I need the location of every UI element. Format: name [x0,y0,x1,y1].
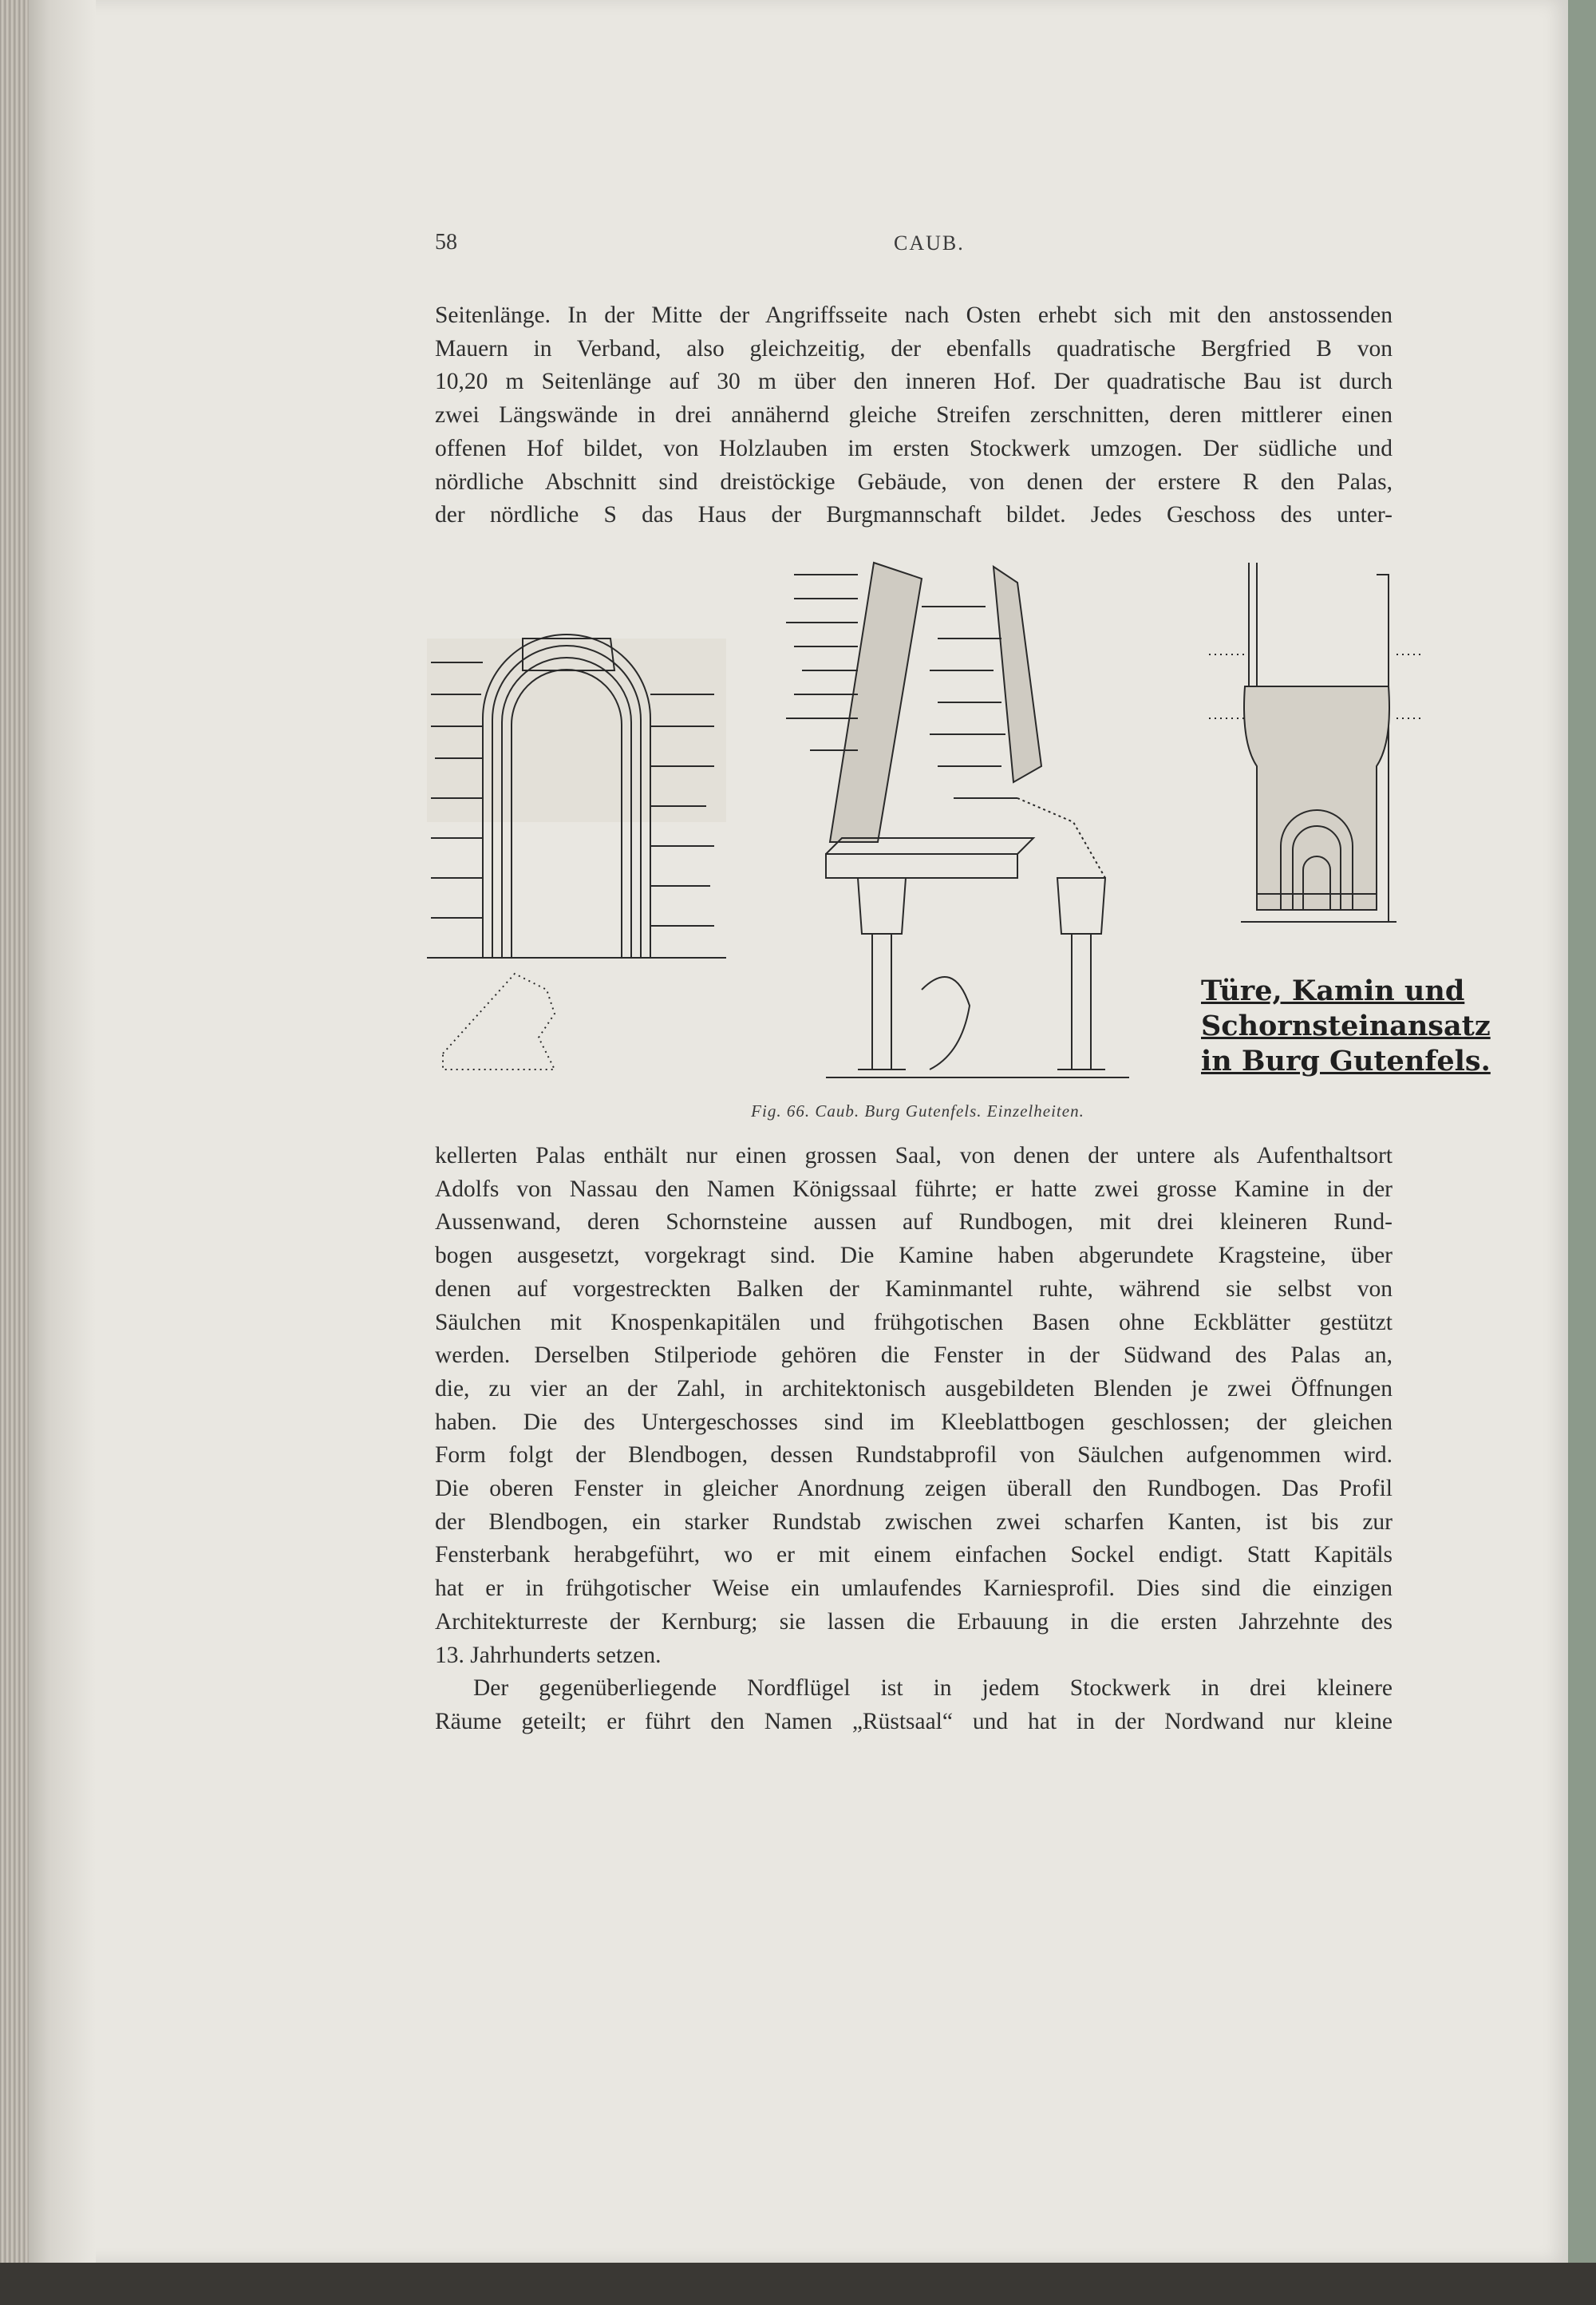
text-line: 13. Jahrhunderts setzen. [435,1642,662,1668]
text-line: Aussenwand, deren Schornsteine aussen auf Rundbogen, mit drei kleineren Rund- [435,1209,1393,1236]
text-line: der nördliche S das Haus der Burgmannschaft bildet. Jedes Geschoss des unter- [435,502,1393,528]
running-title: CAUB. [894,231,965,255]
label-line: Türe, Kamin und [1201,975,1465,1007]
text-line: offenen Hof bildet, von Holzlauben im ersten Stockwerk umzogen. Der südliche und [435,435,1393,461]
page-gutter [24,0,96,2263]
text-line: Seitenlänge. In der Mitte der Angriffsseite nach Osten erhebt sich mit den anstossenden [435,302,1393,328]
text-line: zwei Längswände in drei annähernd gleiche Streifen zerschnitten, deren mittlerer einen [435,402,1393,429]
text-line: werden. Derselben Stilperiode gehören die Fenster in der Südwand des Palas an, [435,1342,1393,1369]
text-line: hat er in frühgotischer Weise ein umlaufendes Karniesprofil. Dies sind die einzigen [435,1576,1393,1602]
label-line: in Burg Gutenfels. [1201,1045,1491,1077]
paragraph-2 [435,1140,1393,1739]
figure-caption: Fig. 66. Caub. Burg Gutenfels. Einzelheiten. [751,1101,1084,1121]
background-strip [0,2263,1596,2305]
book-cover-edge [1564,0,1596,2305]
text-line: Adolfs von Nassau den Namen Königssaal führte; er hatte zwei grosse Kamine in der [435,1176,1393,1202]
text-line: haben. Die des Untergeschosses sind im Kleeblattbogen geschlossen; der gleichen [435,1409,1393,1435]
text-line: denen auf vorgestreckten Balken der Kaminmantel ruhte, während sie selbst von [435,1275,1393,1302]
paragraph-1 [435,299,1393,532]
text-line: Architekturreste der Kernburg; sie lassen die Erbauung in die ersten Jahrzehnte des [435,1608,1393,1635]
chimney-drawing [1209,563,1420,922]
doorway-drawing [427,635,726,1069]
figure-66 [411,559,1491,1121]
text-line: bogen ausgesetzt, vorgekragt sind. Die Kamine haben abgerundete Kragsteine, über [435,1243,1393,1269]
text-line: 10,20 m Seitenlänge auf 30 m über den inneren Hof. Der quadratische Bau ist durch [435,369,1393,395]
text-line: Mauern in Verband, also gleichzeitig, der ebenfalls quadratische Bergfried B von [435,335,1393,362]
handwritten-label [1201,974,1491,1079]
text-line: nördliche Abschnitt sind dreistöckige Gebäude, von denen der erstere R den Palas, [435,469,1393,495]
page-number: 58 [435,230,457,255]
label-line: Schornsteinansatz [1201,1010,1491,1042]
page-edges [0,0,29,2305]
text-line: Die oberen Fenster in gleicher Anordnung zeigen überall den Rundbogen. Das Profil [435,1476,1393,1502]
text-line: Säulchen mit Knospenkapitälen und frühgotischen Basen ohne Eckblätter gestützt [435,1309,1393,1335]
text-line: die, zu vier an der Zahl, in architektonisch ausgebildeten Blenden je zwei Öffnungen [435,1375,1393,1402]
text-line: Fensterbank herabgeführt, wo er mit einem einfachen Sockel endigt. Statt Kapitäls [435,1542,1393,1568]
text-line: Der gegenüberliegende Nordflügel ist in jedem Stockwerk in drei kleinere [473,1675,1393,1702]
text-line: kellerten Palas enthält nur einen grossen Saal, von denen der untere als Aufenthaltsort [435,1143,1393,1168]
text-line: der Blendbogen, ein starker Rundstab zwischen zwei scharfen Kanten, ist bis zur [435,1508,1393,1535]
fireplace-drawing [786,563,1129,1077]
text-line: Räume geteilt; er führt den Namen „Rüstsaal“ und hat in der Nordwand nur kleine [435,1708,1393,1734]
text-line: Form folgt der Blendbogen, dessen Rundstabprofil von Säulchen aufgenommen wird. [435,1442,1393,1469]
